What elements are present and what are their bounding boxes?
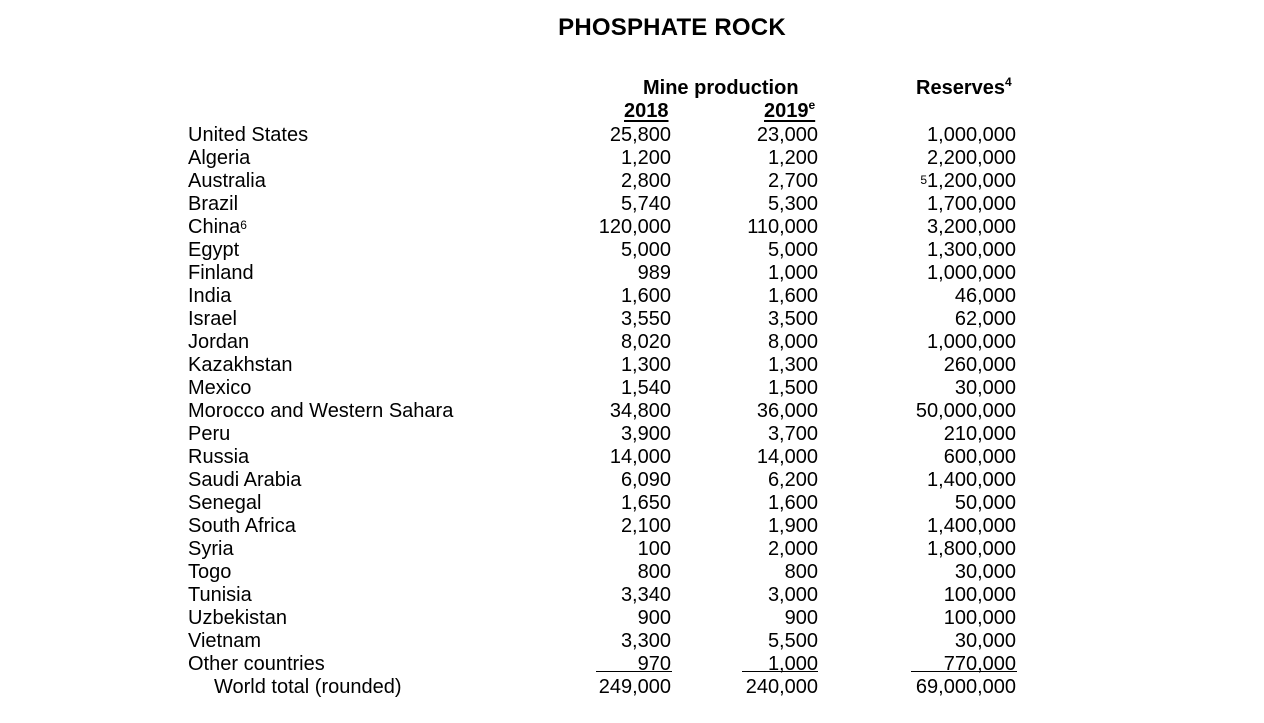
value-reserves: [944, 423, 1016, 445]
value-2018: 989: [637, 262, 671, 284]
value-2019: 110,000: [747, 216, 818, 238]
header-reserves-footnote: 4: [1004, 75, 1012, 89]
country-label: Israel: [188, 308, 237, 330]
reserves-amount: 3,200,000: [927, 216, 1016, 238]
country-name: [188, 285, 231, 307]
table-row: [0, 216, 1264, 239]
country-label: Vietnam: [188, 630, 262, 652]
country-label: South Africa: [188, 515, 296, 537]
value-2018: 8,020: [620, 331, 671, 353]
value-2018: 6,090: [620, 469, 671, 491]
table-row: [0, 492, 1264, 515]
reserves-amount: 1,000,000: [927, 331, 1016, 353]
reserves-amount: 210,000: [943, 423, 1016, 445]
value-2019: 1,500: [767, 377, 818, 399]
value-2018: 5,740: [620, 193, 671, 215]
reserves-footnote: 5: [920, 173, 928, 187]
reserves-amount: 1,400,000: [927, 515, 1016, 537]
country-name: [188, 538, 234, 560]
country-name: [188, 193, 238, 215]
country-label: Other countries: [188, 653, 325, 675]
value-2018: 1,200: [620, 147, 671, 169]
table-row: [0, 630, 1264, 653]
value-reserves: [944, 446, 1016, 468]
value-2019: 36,000: [756, 400, 818, 422]
reserves-amount: 1,800,000: [927, 538, 1016, 560]
value-2018: 14,000: [609, 446, 671, 468]
country-label: Saudi Arabia: [188, 469, 302, 491]
value-2018: 3,900: [620, 423, 671, 445]
total-reserves: 69,000,000: [915, 676, 1016, 698]
value-2018: 2,800: [620, 170, 671, 192]
table-row: [0, 653, 1264, 676]
table-row: [0, 147, 1264, 170]
table-row: [0, 538, 1264, 561]
table-row: [0, 308, 1264, 331]
country-name: [188, 561, 231, 583]
value-reserves: [927, 239, 1016, 261]
country-name: [188, 492, 261, 514]
reserves-amount: 30,000: [954, 630, 1016, 652]
value-reserves: [920, 170, 1016, 192]
value-reserves: [927, 147, 1016, 169]
value-2019: 5,500: [767, 630, 818, 652]
value-2018: 1,540: [620, 377, 671, 399]
value-reserves: [927, 331, 1016, 353]
country-name: [188, 216, 247, 238]
country-name: [188, 308, 237, 330]
country-label: Tunisia: [188, 584, 252, 606]
table-row: [0, 469, 1264, 492]
header-year-2019-footnote: e: [808, 98, 816, 112]
value-reserves: [916, 400, 1016, 422]
table-row: [0, 193, 1264, 216]
country-name: [188, 400, 453, 422]
value-reserves: [927, 193, 1016, 215]
country-label: China: [188, 216, 241, 238]
country-label: Finland: [188, 262, 254, 284]
value-2018: 1,650: [620, 492, 671, 514]
value-2019: 2,700: [767, 170, 818, 192]
country-label: Togo: [188, 561, 232, 583]
table-row: [0, 377, 1264, 400]
total-2018: 249,000: [598, 676, 671, 698]
country-name: [188, 653, 325, 675]
country-name: [188, 630, 261, 652]
value-2018: 100: [637, 538, 671, 560]
value-2019: 2,000: [767, 538, 818, 560]
value-2018: 120,000: [598, 216, 671, 238]
country-label: Syria: [188, 538, 234, 560]
reserves-amount: 770,000: [943, 653, 1016, 675]
country-name: [188, 377, 251, 399]
reserves-amount: 260,000: [943, 354, 1016, 376]
header-year-2019-label: 2019: [764, 100, 809, 122]
value-2019: 5,000: [767, 239, 818, 261]
country-name: [188, 147, 250, 169]
reserves-amount: 1,700,000: [927, 193, 1016, 215]
data-table: [0, 124, 1264, 699]
reserves-amount: 1,000,000: [927, 262, 1016, 284]
reserves-amount: 62,000: [954, 308, 1016, 330]
country-label: India: [188, 285, 232, 307]
value-2019: 1,300: [767, 354, 818, 376]
table-row: [0, 446, 1264, 469]
country-name: [188, 469, 301, 491]
value-reserves: [955, 308, 1016, 330]
country-label: Egypt: [188, 239, 240, 261]
value-2018: 970: [637, 653, 671, 675]
value-reserves: [927, 515, 1016, 537]
table-row: [0, 331, 1264, 354]
value-2019: 800: [784, 561, 818, 583]
country-label: Australia: [188, 170, 266, 192]
value-2018: 1,600: [620, 285, 671, 307]
value-2018: 2,100: [620, 515, 671, 537]
reserves-amount: 30,000: [954, 561, 1016, 583]
value-2018: 900: [637, 607, 671, 629]
value-2018: 3,300: [620, 630, 671, 652]
table-row: [0, 262, 1264, 285]
country-label: Uzbekistan: [188, 607, 287, 629]
value-2019: 3,000: [767, 584, 818, 606]
country-name: [188, 584, 252, 606]
value-2018: 25,800: [609, 124, 671, 146]
reserves-amount: 2,200,000: [927, 147, 1016, 169]
country-label: Morocco and Western Sahara: [188, 400, 454, 422]
header-reserves-label: Reserves: [916, 77, 1005, 99]
table-row: [0, 285, 1264, 308]
country-name: [188, 124, 308, 146]
country-label: Mexico: [188, 377, 252, 399]
total-rule-reserves: [911, 671, 1017, 672]
value-2018: 5,000: [620, 239, 671, 261]
total-label: World total (rounded): [214, 676, 402, 698]
total-row: [0, 676, 1264, 699]
country-name: [188, 239, 239, 261]
country-name: [188, 170, 266, 192]
table-row: [0, 515, 1264, 538]
value-2019: 1,600: [767, 492, 818, 514]
country-name: [188, 262, 254, 284]
table-row: [0, 400, 1264, 423]
value-2019: 900: [784, 607, 818, 629]
value-reserves: [955, 561, 1016, 583]
reserves-amount: 50,000,000: [915, 400, 1016, 422]
country-label: Kazakhstan: [188, 354, 293, 376]
table-row: [0, 561, 1264, 584]
value-2019: 23,000: [756, 124, 818, 146]
country-name: [188, 446, 249, 468]
total-rule-2018: [596, 671, 672, 672]
country-label: Brazil: [188, 193, 239, 215]
country-name: [188, 515, 296, 537]
value-2019: 3,500: [767, 308, 818, 330]
reserves-amount: 100,000: [943, 607, 1016, 629]
value-reserves: [955, 630, 1016, 652]
value-2019: 8,000: [767, 331, 818, 353]
value-2019: 1,200: [767, 147, 818, 169]
page-title: PHOSPHATE ROCK: [558, 14, 786, 41]
value-2019: 6,200: [767, 469, 818, 491]
country-name: [188, 607, 287, 629]
total-2019: 240,000: [745, 676, 818, 698]
table-row: [0, 170, 1264, 193]
value-2019: 1,600: [767, 285, 818, 307]
value-reserves: [927, 216, 1016, 238]
reserves-amount: 1,200,000: [927, 170, 1016, 192]
value-2019: 5,300: [767, 193, 818, 215]
value-2019: 1,000: [767, 653, 818, 675]
value-reserves: [927, 538, 1016, 560]
value-2019: 1,000: [767, 262, 818, 284]
value-2018: 34,800: [609, 400, 671, 422]
reserves-amount: 50,000: [954, 492, 1016, 514]
total-rule-2019: [742, 671, 818, 672]
country-name: [188, 331, 249, 353]
reserves-amount: 46,000: [954, 285, 1016, 307]
header-year-2018: 2018: [624, 100, 669, 122]
country-label: Russia: [188, 446, 250, 468]
reserves-amount: 1,000,000: [927, 124, 1016, 146]
header-mine-production: Mine production: [643, 77, 799, 99]
value-2018: 1,300: [620, 354, 671, 376]
country-label: Peru: [188, 423, 231, 445]
value-reserves: [927, 124, 1016, 146]
value-reserves: [944, 584, 1016, 606]
country-label: Jordan: [188, 331, 250, 353]
country-name: [188, 354, 293, 376]
table-row: [0, 354, 1264, 377]
value-reserves: [944, 607, 1016, 629]
country-label: Algeria: [188, 147, 251, 169]
value-reserves: [955, 492, 1016, 514]
table-row: [0, 239, 1264, 262]
table-row: [0, 423, 1264, 446]
value-2018: 3,340: [620, 584, 671, 606]
country-label: United States: [188, 124, 309, 146]
value-2019: 3,700: [767, 423, 818, 445]
table-row: [0, 607, 1264, 630]
header-reserves: [916, 77, 1012, 100]
country-footnote: 6: [240, 218, 247, 232]
value-reserves: [955, 285, 1016, 307]
value-reserves: [927, 262, 1016, 284]
value-reserves: [944, 354, 1016, 376]
value-2019: 14,000: [756, 446, 818, 468]
value-2019: 1,900: [767, 515, 818, 537]
reserves-amount: 600,000: [943, 446, 1016, 468]
table-row: [0, 584, 1264, 607]
country-label: Senegal: [188, 492, 262, 514]
country-name: [188, 423, 230, 445]
value-2018: 3,550: [620, 308, 671, 330]
header-year-2019: [764, 100, 815, 123]
table-row: [0, 124, 1264, 147]
value-reserves: [955, 377, 1016, 399]
value-2018: 800: [637, 561, 671, 583]
reserves-amount: 1,400,000: [927, 469, 1016, 491]
value-reserves: [927, 469, 1016, 491]
reserves-amount: 1,300,000: [927, 239, 1016, 261]
reserves-amount: 30,000: [954, 377, 1016, 399]
reserves-amount: 100,000: [943, 584, 1016, 606]
